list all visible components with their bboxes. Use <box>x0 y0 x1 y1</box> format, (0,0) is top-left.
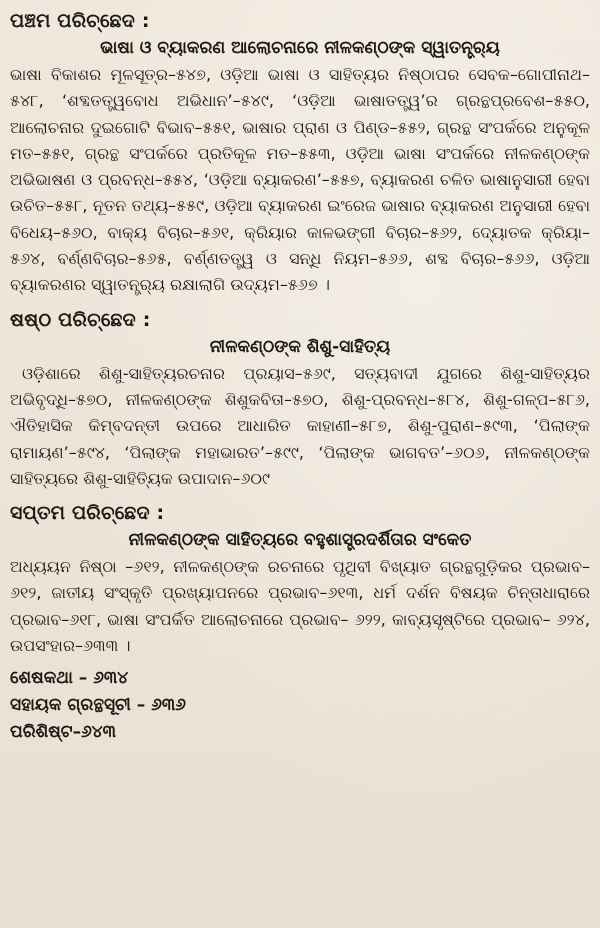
chapter-7-title: ନୀଳକଣ୍ଠଙ୍କ ସାହିତ୍ୟରେ ବହୁଶାସ୍ତ୍ରଦର୍ଶିତାର ସଂକେତ <box>128 530 472 551</box>
chapter-6-heading: ଷଷ୍ଠ ପରିଚ୍ଛେଦ : <box>10 308 151 331</box>
chapter-6-title: ନୀଳକଣ୍ଠଙ୍କ ଶିଶୁ-ସାହିତ୍ୟ <box>209 336 391 357</box>
chapter-5-contents: ଭାଷା ବିକାଶର ମୂଳସୂତ୍ର–୫୪୭, ଓଡ଼ିଆ ଭାଷା ଓ ସାହିତ୍ୟର ନିଷ୍ଠାପର ସେବକ–ଗୋପୀନାଥ–୫୪୮, ‘ଶବ୍ଦତତ୍ତ୍ୱବୋଧ ଅଭିଧାନ’–୫୪୯, ‘ଓଡ଼ିଆ ଭାଷାତତ୍ତ୍ୱ’ର ଗ୍ରନ୍ଥପ୍ରବେଶ–୫୫୦, ଆଲୋଚନାର ଦୁଇଗୋଟି ବିଭାବ–୫୫୧, ଭାଷାର ପ୍ରାଣ ଓ ପିଣ୍ଡ–୫୫୨, ଗ୍ରନ୍ଥ ସଂପର୍କରେ ଅନୁକୂଳ ମତ–୫୫୧, ଗ୍ରନ୍ଥ ସଂପର୍କରେ ପ୍ରତିକୂଳ ମତ–୫୫୩, ଓଡ଼ିଆ ଭାଷା ସଂପର୍କରେ ନୀଳକଣ୍ଠଙ୍କ ଅଭିଭାଷଣ ଓ ପ୍ରବନ୍ଧ–୫୫୪, ‘ଓଡ଼ିଆ ବ୍ୟାକରଣ’–୫୫୭, ବ୍ୟାକରଣ ଚଳିତ ଭାଷାନୁସାରୀ ହେବା ଉଚିତ–୫୫୮, ନୂତନ ତଥ୍ୟ–୫୫୯, ଓଡ଼ିଆ ବ୍ୟାକରଣ ଇଂରେଜ ଭାଷାର ବ୍ୟାକରଣ ଅନୁସାରୀ ହେବା ବିଧେୟ–୫୬୦, ବାକ୍ୟ ବିଚାର–୫୬୧, କ୍ରିୟାର କାଳଭଙ୍ଗୀ ବିଚାର–୫୬୨, ଦ୍ୟୋତକ କ୍ରିୟା–୫୬୪, ବର୍ଣ୍ଣବିଚାର–୫୬୫, ବର୍ଣ୍ଣତତ୍ତ୍ୱ ଓ ସନ୍ଧି ନିୟମ–୫୬୬, ଶବ୍ଦ ବିଚାର–୫୬୬, ଓଡ଼ିଆ ବ୍ୟାକରଣର ସ୍ୱାତନ୍ତ୍ର୍ୟ ରକ୍ଷାଲାଗି ଉଦ୍ୟମ–୫୬୭ । <box>10 65 590 295</box>
appendix-entry: ପରିଶିଷ୍ଟ–୬୪୩ <box>10 722 117 743</box>
chapter-5-title: ଭାଷା ଓ ବ୍ୟାକରଣ ଆଲୋଚନାରେ ନୀଳକଣ୍ଠଙ୍କ ସ୍ୱାତନ୍ତ୍ର୍ୟ <box>100 38 500 58</box>
chapter-7-contents: ଅଧ୍ୟୟନ ନିଷ୍ଠା –୬୧୨, ନୀଳକଣ୍ଠଙ୍କ ରଚନାରେ ପୃଥିବୀ ବିଖ୍ୟାତ ଗ୍ରନ୍ଥଗୁଡ଼ିକର ପ୍ରଭାବ–୬୧୨, ଜାତୀୟ ସଂସ୍କୃତି ପ୍ରଖ୍ୟାପନରେ ପ୍ରଭାବ–୬୧୩, ଧର୍ମ ଦର୍ଶନ ବିଷୟକ ଚିନ୍ତାଧାରାରେ ପ୍ରଭାବ–୬୧୮, ଭାଷା ସଂପର୍କିତ ଆଲୋଚନାରେ ପ୍ରଭାବ– ୬୨୨, କାବ୍ୟସୃଷ୍ଟିରେ ପ୍ରଭାବ– ୬୨୪, ଉପସଂହାର–୬୩୩ । <box>10 557 590 656</box>
chapter-5-heading: ପଞ୍ଚମ ପରିଚ୍ଛେଦ : <box>10 10 150 32</box>
bibliography-entry: ସହାୟକ ଗ୍ରନ୍ଥସୂଚୀ – ୬୩୬ <box>10 695 186 716</box>
chapter-7-heading: ସପ୍ତମ ପରିଚ୍ଛେଦ : <box>10 502 165 525</box>
epilogue-entry: ଶେଷକଥା – ୬୩୪ <box>10 668 129 689</box>
chapter-6-contents: ଓଡ଼ିଶାରେ ଶିଶୁ-ସାହିତ୍ୟରଚନାର ପ୍ରୟାସ–୫୬୯, ସତ୍ୟବାଦୀ ଯୁଗରେ ଶିଶୁ-ସାହିତ୍ୟର ଅଭିବୃଦ୍ଧି–୫୭୦, ନୀଳକଣ୍ଠଙ୍କ ଶିଶୁକବିତା–୫୭୦, ଶିଶୁ-ପ୍ରବନ୍ଧ–୫୮୪, ଶିଶୁ-ଗଳ୍ପ–୫୮୬, ଐତିହାସିକ କିମ୍ବଦନ୍ତୀ ଉପରେ ଆଧାରିତ କାହାଣୀ–୫୮୭, ଶିଶୁ-ପୁରାଣ–୫୯୩, ‘ପିଲାଙ୍କ ରାମାୟଣ’–୫୯୪, ‘ପିଲାଙ୍କ ମହାଭାରତ’–୫୯୯, ‘ପିଲାଙ୍କ ଭାଗବତ’–୬୦୬, ନୀଳକଣ୍ଠଙ୍କ ସାହିତ୍ୟରେ ଶିଶୁ-ସାହିତ୍ୟିକ ଉପାଦାନ–୬୦୯ <box>10 363 590 488</box>
